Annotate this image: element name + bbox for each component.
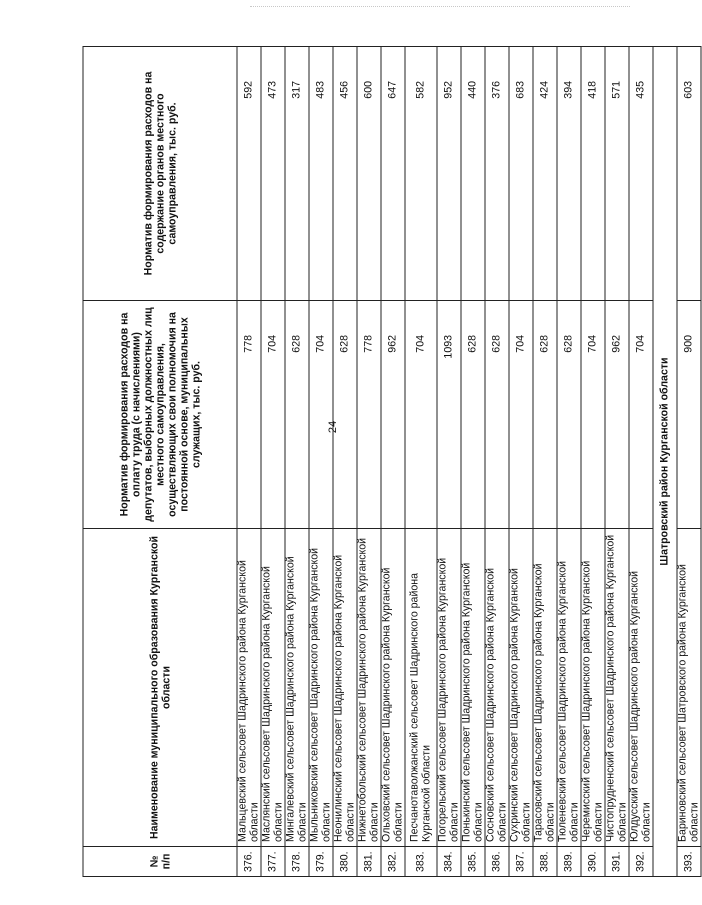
row-name: Юлдусский сельсовет Шадринского района Курганской области (629, 529, 653, 847)
norms-table-container (83, 47, 700, 877)
row-num: 387. (509, 847, 533, 877)
table-row (237, 47, 261, 877)
row-maintenance-norm: 647 (381, 47, 405, 301)
row-labor-norm: 704 (629, 301, 653, 529)
row-name: Понькинский сельсовет Шадринского района Курганской области (461, 529, 485, 847)
row-name: Тюленевский сельсовет Шадринского района Курганской области (557, 529, 581, 847)
row-labor-norm: 704 (261, 301, 285, 529)
row-maintenance-norm: 683 (509, 47, 533, 301)
row-num: 380. (333, 847, 357, 877)
norms-table (83, 46, 702, 877)
row-labor-norm: 962 (381, 301, 405, 529)
scan-artifact-line (250, 6, 630, 9)
row-num: 390. (581, 847, 605, 877)
row-maintenance-norm: 483 (309, 47, 333, 301)
row-num: 381. (357, 847, 381, 877)
header-row (83, 47, 237, 877)
row-num: 389. (557, 847, 581, 877)
row-labor-norm: 628 (461, 301, 485, 529)
table-row (461, 47, 485, 877)
row-labor-norm: 704 (509, 301, 533, 529)
row-name: Песчанотаволжанский сельсовет Шадринского района Курганской области (405, 529, 437, 847)
row-name: Тарасовский сельсовет Шадринского района Курганской области (533, 529, 557, 847)
row-maintenance-norm: 592 (237, 47, 261, 301)
table-row (333, 47, 357, 877)
header-municipality-name: Наименование муниципального образования Курганской области (83, 529, 237, 847)
row-name: Мингалевский сельсовет Шадринского района Курганской области (285, 529, 309, 847)
header-maintenance-norm: Норматив формирования расходов на содержание органов местного самоуправления, тыс. руб. (83, 47, 237, 301)
row-maintenance-norm: 394 (557, 47, 581, 301)
table-row (557, 47, 581, 877)
district-heading-row (653, 47, 677, 877)
table-header (83, 47, 237, 877)
table-row (437, 47, 461, 877)
row-maintenance-norm: 418 (581, 47, 605, 301)
row-num: 382. (381, 847, 405, 877)
row-name: Мальцевский сельсовет Шадринского района Курганской области (237, 529, 261, 847)
table-row (285, 47, 309, 877)
row-name: Погорельский сельсовет Шадринского района Курганской области (437, 529, 461, 847)
row-num: 391. (605, 847, 629, 877)
row-labor-norm: 628 (285, 301, 309, 529)
row-maintenance-norm: 600 (357, 47, 381, 301)
row-maintenance-norm: 435 (629, 47, 653, 301)
row-name: Нижнетобольский сельсовет Шадринского района Курганской области (357, 529, 381, 847)
row-num: 385. (461, 847, 485, 877)
row-maintenance-norm: 456 (333, 47, 357, 301)
row-labor-norm: 628 (485, 301, 509, 529)
row-maintenance-norm: 376 (485, 47, 509, 301)
row-labor-norm: 628 (333, 301, 357, 529)
row-labor-norm: 704 (581, 301, 605, 529)
row-labor-norm: 778 (237, 301, 261, 529)
row-labor-norm: 900 (677, 301, 701, 529)
row-name: Чистопрудненский сельсовет Шадринского района Курганской области (605, 529, 629, 847)
row-num: 378. (285, 847, 309, 877)
row-labor-norm: 628 (533, 301, 557, 529)
row-labor-norm: 962 (605, 301, 629, 529)
page-number: 24 (327, 420, 339, 434)
row-labor-norm: 778 (357, 301, 381, 529)
row-num: 388. (533, 847, 557, 877)
row-name: Сухринский сельсовет Шадринского района Курганской области (509, 529, 533, 847)
row-name: Маслянский сельсовет Шадринского района Курганской области (261, 529, 285, 847)
table-row (581, 47, 605, 877)
header-labor-norm: Норматив формирования расходов на оплату труда (с начислениями) депутатов, выборных должностных лиц местного самоуправления, осуществляющих свои полномочия на постоянной основе, муниципальных служащих, тыс. руб. (83, 301, 237, 529)
table-row (381, 47, 405, 877)
row-name: Черемисский сельсовет Шадринского района Курганской области (581, 529, 605, 847)
row-num: 377. (261, 847, 285, 877)
table-row (485, 47, 509, 877)
row-maintenance-norm: 952 (437, 47, 461, 301)
row-num: 392. (629, 847, 653, 877)
row-maintenance-norm: 424 (533, 47, 557, 301)
row-name: Мыльниковский сельсовет Шадринского района Курганской области (309, 529, 333, 847)
header-num: № п/п (83, 847, 237, 877)
table-row (629, 47, 653, 877)
row-name: Неонилинский сельсовет Шадринского района Курганской области (333, 529, 357, 847)
row-labor-norm: 1093 (437, 301, 461, 529)
row-maintenance-norm: 582 (405, 47, 437, 301)
table-row (261, 47, 285, 877)
row-num: 384. (437, 847, 461, 877)
table-row (509, 47, 533, 877)
row-num: 393. (677, 847, 701, 877)
table-row (357, 47, 381, 877)
row-maintenance-norm: 571 (605, 47, 629, 301)
row-num: 383. (405, 847, 437, 877)
row-name: Ольховский сельсовет Шадринского района Курганской области (381, 529, 405, 847)
table-row (533, 47, 557, 877)
table-body (237, 47, 701, 877)
row-labor-norm: 704 (309, 301, 333, 529)
table-row (309, 47, 333, 877)
row-name: Бариновский сельсовет Шатровского района Курганской области (677, 529, 701, 847)
row-num: 379. (309, 847, 333, 877)
row-maintenance-norm: 603 (677, 47, 701, 301)
table-row (405, 47, 437, 877)
row-name: Сосновский сельсовет Шадринского района Курганской области (485, 529, 509, 847)
district-title: Шатровский район Курганской области (653, 47, 677, 877)
table-row (677, 47, 701, 877)
row-labor-norm: 628 (557, 301, 581, 529)
table-row (605, 47, 629, 877)
row-num: 376. (237, 847, 261, 877)
row-labor-norm: 704 (405, 301, 437, 529)
row-num: 386. (485, 847, 509, 877)
row-maintenance-norm: 440 (461, 47, 485, 301)
row-maintenance-norm: 473 (261, 47, 285, 301)
row-maintenance-norm: 317 (285, 47, 309, 301)
